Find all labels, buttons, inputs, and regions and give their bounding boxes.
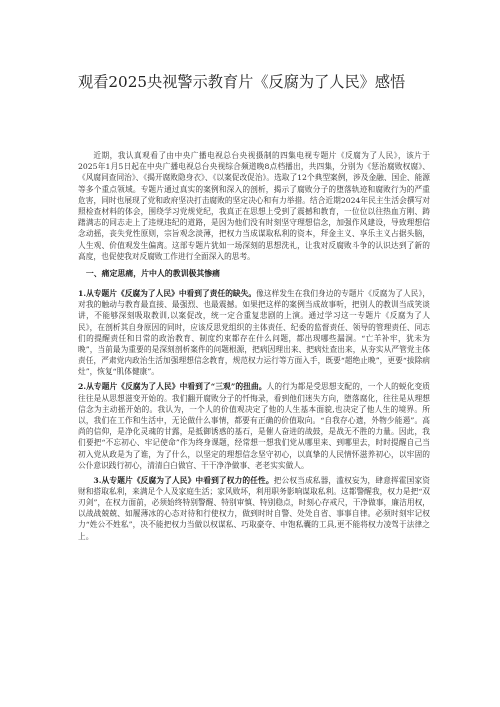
document-title: 观看2025央视警示教育片《反腐为了人民》感悟 <box>78 73 406 91</box>
point-2-body: 人的行为都是受思想支配的，一个人的蜕化变质往往是从思想滋变开始的。我们翻开腐败分子的忏悔录，看到他们迷失方向，堕落腐化，往往是从理想信念为主动摇开始的。我认为，一个人的价值观决定了他的人生基本面貌,也决定了他人生的境界。所以，我们在工作和生活中，无论做什么事情，都要有正确的价值取向。“自我存心遗，外物少能遏”。高尚的信仰，是净化灵魂的甘露，是抵御诱惑的基石，是催人奋进的战鼓，是战无不胜的力量。因此，我们要把“不忘初心、牢记使命”作为终身课题，经常想一想我们党从哪里来、到哪里去，时时提醒自己当初入党从政是为了谁，为了什么，以坚定的理想信念坚守初心，以真挚的人民情怀滋养初心，以牢固的公仆意识践行初心，清清白白做官、干干净净做事、老老实实做人。 <box>78 382 430 470</box>
point-3-paragraph <box>78 475 430 542</box>
point-1-paragraph <box>78 288 430 378</box>
point-3-lead: 3.从专题片《反腐为了人民》中看到了权力的任性。 <box>93 475 274 485</box>
point-2-paragraph <box>78 381 430 471</box>
document-body <box>78 150 430 542</box>
point-3-body: 把公权当成私器，滥权妄为，肆意挥霍国家资财和搭取私利，来满足个人及家庭生活；家风败坏，利用职务影响谋取私利。这都警醒我，权力是把“双刃剑”，在权力面前，必须始终特别警醒、特别审慎、特别稳点，时刻心存戒尺，干净做事，廉洁用权，以战战兢兢、如履薄冰的心态对待和行使权力，做到时时自警、处处自省、事事自律。必须时刻牢记权力“姓公不姓私”，决不能把权力当做以权谋私、巧取豪夺、中饱私囊的工具,更不能将权力凌驾于法律之上。 <box>78 475 430 541</box>
section-heading: 一、痛定思痛，片中人的教训极其惨痛 <box>85 269 221 279</box>
point-1-lead: 1.从专题片《反腐为了人民》中看到了责任的缺失。 <box>78 289 257 299</box>
intro-paragraph: 近期，我认真观看了由中央广播电视总台央视摄制的四集电视专题片《反腐为了人民》，该片于2025年1月5日起在中央广播电视总台央视综合频道晚8点档播出，共四集，分别为《惩治腐败权腐》、《风腐同查同治》、《揭开腐败隐身衣》、《以案促改促治》。选取了12个典型案例，涉及金融、国企、能源等多个重点领域。专题片通过真实的案例和深入的剖析，揭示了腐败分子的堕落轨迹和腐败行为的严重危害，同时也展现了党和政府坚决打击腐败的坚定决心和有力举措。结合近期2024年民主生活会撰写对照检查材料的体会，围绕学习党规党纪，我真正在思想上受到了震撼和教育，一位位以往热血方刚、踌躇满志的同志走上了违规违纪的道路，是因为他们没有时刻坚守理想信念，加强作风建设，导致理想信念动摇，丧失党性原则，宗旨观念淡薄，把权力当成谋取私利的资本，拜金主义、享乐主义占据头脑，人生观、价值观发生偏离。这部专题片犹如一场深刻的思想洗礼，让我对反腐败斗争的认识达到了新的高度，也促使我对反腐败工作进行全面深入的思考。 <box>78 151 430 261</box>
point-1-body: 像这样发生在我们身边的专题片《反腐为了人民》，对我的触动与教育最直接、最强烈、也最震撼。如果把这样的案例当成故事听，把别人的教训当成笑谈讲，不能够深刻吸取教训,以案促改，统一定合重复悲剧的上演。通过学习这一专题片《反腐为了人民》，在剖析其自身原因的同时，应该反思党组织的主体责任、纪委的监督责任、领导的管理责任、同志们的提醒责任和日常的政治教育、制度约束都存在什么问题，都出现哪些漏洞。“亡羊补牢，犹未为晚”，当前最为重要的是深刻剖析案件的问题根源，把病因理出来、把病灶查出来，从夯实从严管党主体责任，严肃党内政治生活加强理想信念教育，规范权力运行等方面入手，既要“超绝止晚”，更要“拔除病灶”，恢复“肌体健康”。 <box>78 289 431 377</box>
point-2-lead: 2.从专题片《反腐为了人民》中看到了“三观”的扭曲。 <box>78 382 267 392</box>
